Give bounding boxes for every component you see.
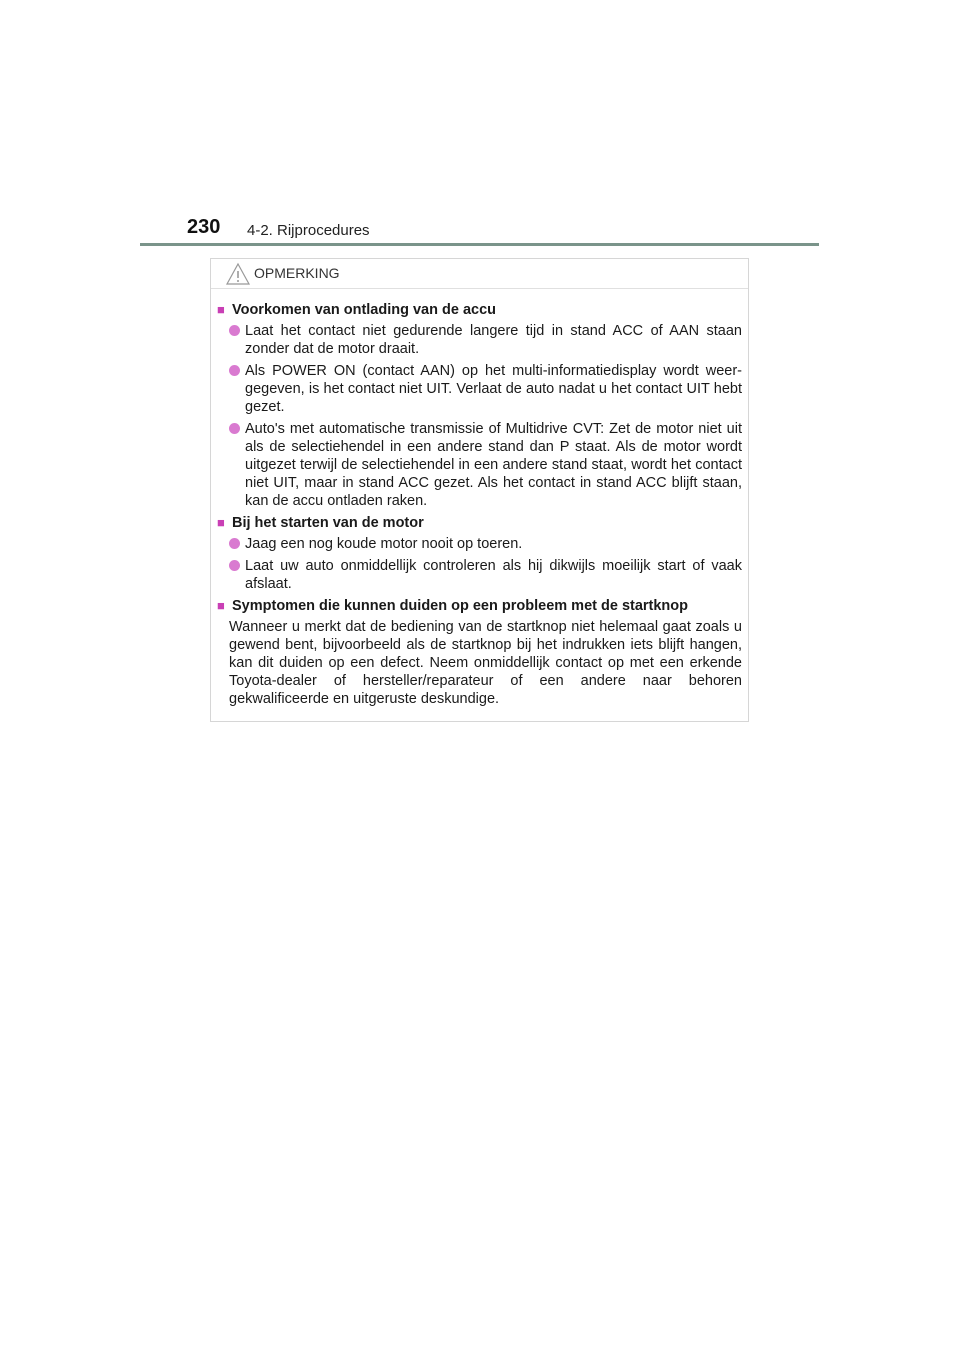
header-rule [140, 243, 819, 246]
warning-triangle-icon [225, 262, 251, 286]
notice-section [217, 514, 742, 593]
circle-bullet-icon [229, 423, 240, 434]
section-heading: Bij het starten van de motor [232, 515, 424, 531]
square-bullet-icon: ■ [217, 515, 225, 530]
list-item-text: Laat het contact niet gedurende langere tijd in stand ACC of AAN staan zonder dat de motor draait. [245, 323, 742, 357]
notice-label: OPMERKING [254, 265, 340, 281]
notice-box [210, 258, 749, 722]
notice-section [217, 597, 742, 708]
list-item-text: Auto's met automatische transmissie of Multidrive CVT: Zet de motor niet uit als de selectiehendel in een andere stand dan P staat. Als de motor wordt uitgezet terwijl de selectiehendel in een andere stand staat, wordt het contact niet UIT, maar in stand ACC gezet. Als het contact in stand ACC blijft staan, kan de accu ontladen raken. [245, 421, 742, 509]
page-number: 230 [187, 216, 221, 238]
notice-header [211, 259, 748, 289]
list-item [217, 322, 742, 358]
square-bullet-icon: ■ [217, 302, 225, 317]
circle-bullet-icon [229, 365, 240, 376]
page-header [187, 212, 819, 246]
notice-body [211, 289, 748, 708]
list-item-text: Laat uw auto onmiddellijk controleren als hij dikwijls moeilijk start of vaak afslaat. [245, 558, 742, 592]
notice-section [217, 301, 742, 510]
section-paragraph: Wanneer u merkt dat de bediening van de startknop niet helemaal gaat zoals u gewend bent, bijvoorbeeld als de startknop bij het indrukken iets blijft hangen, kan dit duiden op een defect. Neem onmiddellijk contact op met een erkende Toyota-dealer of hersteller/reparateur of een andere naar behoren gekwalificeerde en uitgeruste deskundige. [229, 619, 742, 707]
circle-bullet-icon [229, 560, 240, 571]
list-item [217, 557, 742, 593]
list-item-text: Als POWER ON (contact AAN) op het multi-informatiedisplay wordt weer-gegeven, is het contact niet UIT. Verlaat de auto nadat u het contact UIT hebt gezet. [245, 363, 742, 415]
section-title: 4-2. Rijprocedures [247, 222, 370, 239]
list-item [217, 362, 742, 416]
list-item-text: Jaag een nog koude motor nooit op toeren. [245, 536, 523, 552]
circle-bullet-icon [229, 538, 240, 549]
section-heading: Symptomen die kunnen duiden op een probleem met de startknop [232, 598, 689, 614]
circle-bullet-icon [229, 325, 240, 336]
list-item [217, 535, 742, 553]
list-item [217, 420, 742, 510]
square-bullet-icon: ■ [217, 598, 225, 613]
section-heading: Voorkomen van ontlading van de accu [232, 302, 497, 318]
